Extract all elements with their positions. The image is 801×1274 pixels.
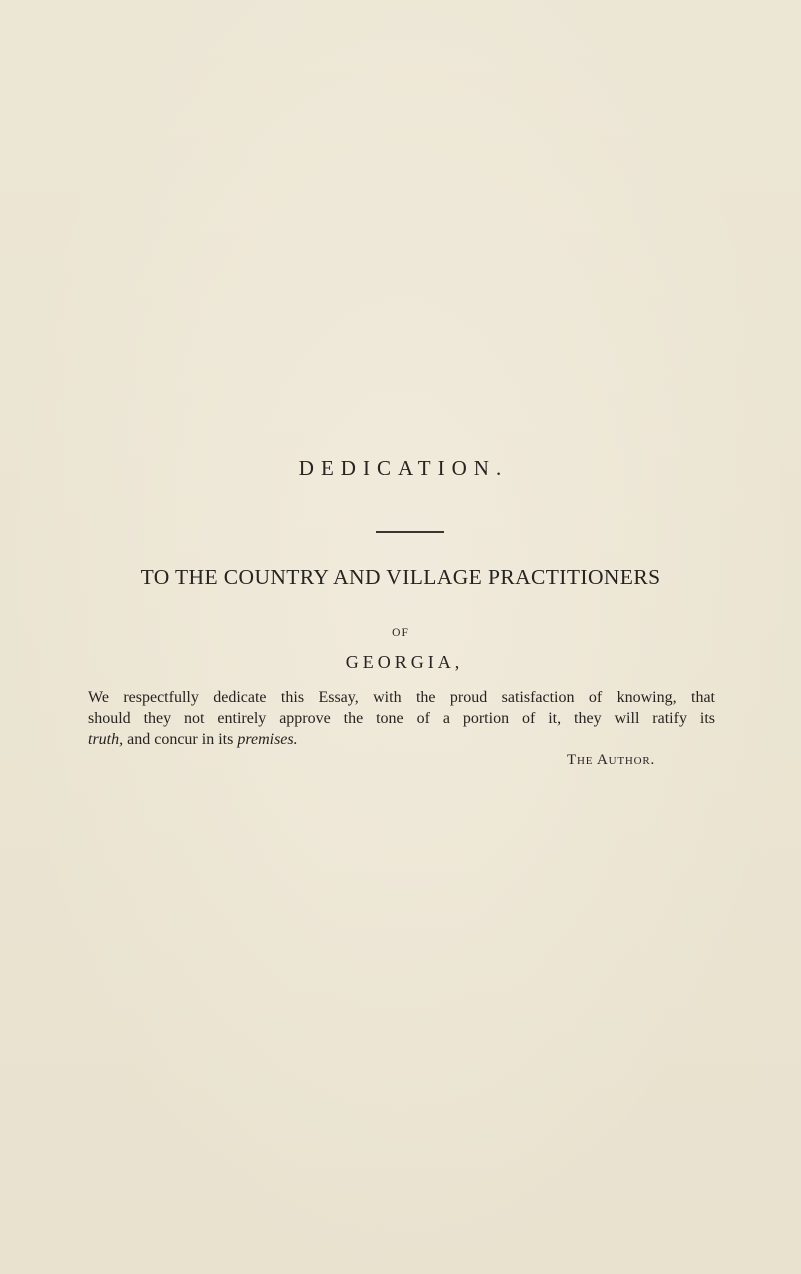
paragraph-line-2: should they not entirely approve the tone of a portion of it, they will ratify its <box>88 710 715 727</box>
paragraph-line-3-middle: and concur in its <box>123 731 238 748</box>
addressee-line: TO THE COUNTRY AND VILLAGE PRACTITIONERS <box>140 565 661 589</box>
italic-premises: premises. <box>237 731 298 748</box>
paragraph-line-3 <box>88 729 715 750</box>
italic-truth: truth, <box>88 731 124 748</box>
divider-rule <box>376 531 444 533</box>
of-line: OF <box>392 627 409 639</box>
place-line: GEORGIA, <box>345 652 464 672</box>
author-signature: The Author. <box>567 752 656 768</box>
dedication-heading: DEDICATION. <box>298 456 509 480</box>
paragraph-line-1: We respectfully dedicate this Essay, with the proud satisfaction of knowing, that <box>88 689 715 706</box>
dedication-paragraph <box>88 687 715 750</box>
